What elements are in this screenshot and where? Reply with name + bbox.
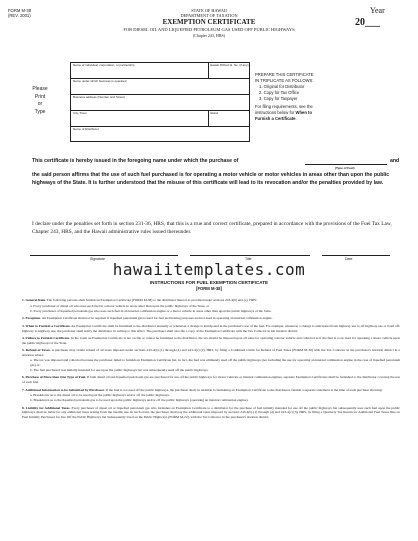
- name-field-label: Name of individual, corporation, or partnership: [73, 63, 135, 67]
- instruction-number: 1.: [22, 298, 26, 303]
- year-field[interactable]: 20___: [355, 17, 380, 28]
- instruction-item: [22, 406, 400, 420]
- business-name-field-label: Name under which business is operated: [73, 79, 127, 83]
- instruction-number: 3.: [22, 323, 26, 328]
- instruction-number: b.: [30, 398, 34, 403]
- hawaii-id-field[interactable]: [210, 68, 248, 77]
- instruction-title: Purchase of More than One Type of Fuel.: [25, 375, 86, 380]
- instruction-number: 7.: [22, 387, 26, 392]
- instruction-number: b.: [30, 368, 34, 373]
- business-name-field[interactable]: [72, 84, 248, 93]
- instruction-title: General Rule.: [25, 298, 46, 303]
- hawaii-id-field-label: Hawaii ID/Fed Id. No. (if any): [210, 63, 249, 67]
- instruction-item: [22, 368, 400, 373]
- instruction-text: Every purchaser of liquefied petroleum gas who uses such fuel in an internal combustion engine or a motor vehicle in areas other than upon the public highways of the State.: [33, 309, 272, 314]
- instruction-item: [22, 298, 400, 303]
- instruction-text: If the fuel is not used off the public highways, the purchaser shall, in addition to furnishing an Exemption Certificate to the distributor, furnish a separate statement at the time of each purchase showing:: [105, 387, 383, 392]
- instruction-text: An Exemption Certificate shall be furnished to the distributor annually or whenever a change is anticipated in the purchaser's use of the fuel. For example, whenever a change is anticipated from highway use to off highway use or from off-highway to highway use, the purchaser shall notify the distributor in writing to this effect. The purchaser shall also file a copy of the Exemption Certificate with the Tax Collector in his taxation district.: [22, 323, 401, 333]
- address-field[interactable]: [72, 100, 248, 109]
- instruction-item: [22, 375, 400, 385]
- certification-line: This certificate is hereby issued in the foregoing name under which the purchase of: [32, 158, 239, 164]
- instruction-text: Breakdown as to the liquefied petroleum gas to be used upon the public highways and/or off the public highways (operating an internal combustion engine).: [33, 398, 249, 403]
- island-field[interactable]: [210, 116, 248, 125]
- instruction-text: The following persons shall furnish an Exemption Certificate (FORM M-38) to the distributor thereof as provided under sections 243-4(b) and (c), HRS:: [46, 298, 257, 303]
- form-revision: (REV. 2001): [8, 13, 31, 18]
- signature-line[interactable]: [30, 255, 178, 256]
- instructions-subheading: [FORM M-38]: [196, 286, 222, 291]
- instruction-text: Every purchaser of diesel oil or liquefied petroleum gas who furnishes an Exemption Certificate to a distributor for the purchase of fuel initially intended for use off the public highways but subsequently uses such fuel upon the public highways shall be liable for any additional taxes arising from the taxable use. In such event, the purchaser shall pay the additional taxes imposed by sections 243-4(b) (1) through (4) and 243-4(c) (3), HRS, by filing a Quarterly Tax Return for Additional Fuel Taxes Due on Fuel Initially Purchased for Use Off the Public Highways but Subsequently Used on the Public Highways (FORM M-22), with the Tax Collector in the purchaser's taxation district.: [22, 405, 401, 420]
- instruction-item: [22, 316, 400, 321]
- type-of-fuel-label: (Type of Fuel): [335, 166, 355, 170]
- instruction-title: Liability for Additional Taxes.: [25, 405, 71, 410]
- title-line[interactable]: [190, 255, 310, 256]
- triplicate-instructions: [255, 72, 405, 121]
- city-field-label: City, Town: [73, 111, 87, 115]
- filing-note: For filing requirements, see the: [255, 104, 313, 110]
- instruction-title: Failure to Furnish Certificate.: [25, 335, 70, 340]
- instruction-text: Breakdown as to the diesel oil to be used upon the public highways and/or off the public highways.: [33, 392, 170, 397]
- instruction-number: b.: [30, 309, 34, 314]
- certification-body: the said person affirms that the use of such fuel purchased is for operating a motor vehicle or motor vehicles in areas other than upon the public highways of the State. It is further understood that the misuse of this certificate will lead to its revocation and/or the penalties provided by law.: [32, 172, 390, 187]
- instruction-number: 2.: [22, 316, 26, 321]
- title-label: Title: [245, 257, 252, 261]
- instruction-title: Refund of Taxes.: [25, 347, 51, 352]
- instruction-text: The tax was imposed and collected because the purchaser failed to furnish an Exemption Certificate but, in fact, the fuel was ultimately used off the public highways (not including the use for operating an internal combustion engine in the case of liquefied petroleum gas) or;: [30, 358, 400, 367]
- instruction-item: [22, 393, 400, 398]
- instruction-text: The fuel purchased was initially intended for use upon the public highways but was subsequently used off the public highways.: [33, 368, 209, 373]
- page-title: EXEMPTION CERTIFICATE: [162, 18, 256, 26]
- certification-line-end: and: [390, 158, 400, 164]
- form-number: FORM M-38: [8, 8, 32, 13]
- date-line[interactable]: [322, 255, 390, 256]
- instruction-title: Exception.: [25, 316, 42, 321]
- instruction-text: A purchaser may obtain refund of all taxes imposed under sections 243-4(b) (1) through (4) and 243-4(c) (2), HRS, by filing a Combined Claim for Refund of Fuel Taxes (FORM M-36) with the Tax Collector in the purchaser's taxation district in a situation where:: [22, 347, 401, 357]
- distributor-field[interactable]: [72, 132, 248, 141]
- instruction-item: [22, 304, 400, 309]
- island-field-label: Island: [210, 111, 219, 115]
- instruction-number: a.: [30, 358, 34, 363]
- city-field[interactable]: [72, 116, 206, 125]
- instruction-item: [22, 309, 400, 314]
- instruction-item: [22, 358, 400, 368]
- instruction-item: [22, 348, 400, 358]
- instruction-text: An Exemption Certificate shall not be required if liquefied petroleum gas is used for fuel and heating purposes and not used in operating an internal combustion engine.: [41, 316, 273, 321]
- instruction-number: 8.: [22, 405, 26, 410]
- instruction-number: a.: [30, 303, 34, 308]
- chapter-reference: (Chapter 243, HRS): [192, 33, 226, 38]
- date-label: Date: [345, 257, 353, 261]
- instruction-title: When to Furnish a Certificate.: [25, 323, 71, 328]
- instruction-text: Every purchaser of diesel oil who uses such fuel in a motor vehicle in areas other than upon the public highways of the State, or: [33, 303, 209, 308]
- instruction-item: [22, 388, 400, 393]
- declaration-text: I declare under the penalties set forth in section 231-36, HRS, that this is a true and correct certificate, prepared in accordance with the provisions of the Fuel Tax Law, Chapter 243, HRS, and the Hawaii administrative rules issued thereunder.: [32, 221, 392, 235]
- list-item: 2. Copy for Tax Office: [259, 90, 300, 96]
- list-item: 3. Copy for Taxpayer: [259, 95, 298, 101]
- triplicate-heading: PREPARE THIS CERTIFICATE: [255, 72, 314, 77]
- instruction-number: 4.: [22, 335, 26, 340]
- instruction-item: [22, 336, 400, 346]
- name-field[interactable]: [72, 68, 206, 77]
- form-subtitle: FOR DIESEL OIL AND LIQUEFIED PETROLEUM GAS USED OFF PUBLIC HIGHWAYS: [123, 27, 295, 32]
- watermark-text: hawaiitemplates.com: [112, 260, 306, 279]
- address-field-label: Business address (Number and Street): [73, 95, 125, 99]
- please-print-note: Please Print or Type: [32, 86, 48, 115]
- divider: [70, 110, 250, 111]
- state-name: STATE OF HAWAII: [191, 8, 227, 13]
- filing-note: instructions below for When to: [255, 110, 313, 116]
- department-name: DEPARTMENT OF TAXATION: [180, 13, 238, 18]
- instructions-heading: INSTRUCTIONS FOR FUEL EXEMPTION CERTIFICATE: [149, 280, 269, 285]
- instructions-list: [22, 296, 400, 420]
- instruction-item: [22, 324, 400, 334]
- instruction-text: In the event an Exemption Certificate is not on file or cannot be furnished to the distributor, the tax should be imposed upon all sales for operating a motor vehicle and collected as if the fuel is to be used for operating a motor vehicle upon the public highways of the State.: [22, 335, 401, 345]
- instruction-number: 6.: [22, 375, 26, 380]
- triplicate-heading: IN TRIPLICATE AS FOLLOWS:: [255, 77, 314, 83]
- instruction-title: Additional Information to be Submitted by Purchaser.: [25, 387, 105, 392]
- filing-note: Furnish a Certificate.: [255, 115, 297, 121]
- divider: [208, 62, 209, 78]
- instruction-number: 5.: [22, 347, 26, 352]
- list-item: 1. Original for Distributor: [259, 84, 305, 90]
- instruction-number: a.: [30, 392, 34, 397]
- year-label: Year: [370, 6, 385, 15]
- distributor-field-label: Name of Distributor: [73, 127, 99, 131]
- instruction-text: If both diesel oil and liquefied petroleum gas are purchased for use off the public highways for motor vehicles or internal combustion engines, separate Exemption Certificates shall be furnished to the distributor covering the use of each fuel.: [22, 375, 400, 385]
- signature-label: Signature: [90, 257, 105, 261]
- fuel-type-line[interactable]: [305, 164, 387, 165]
- instruction-item: [22, 398, 400, 403]
- divider: [208, 110, 209, 126]
